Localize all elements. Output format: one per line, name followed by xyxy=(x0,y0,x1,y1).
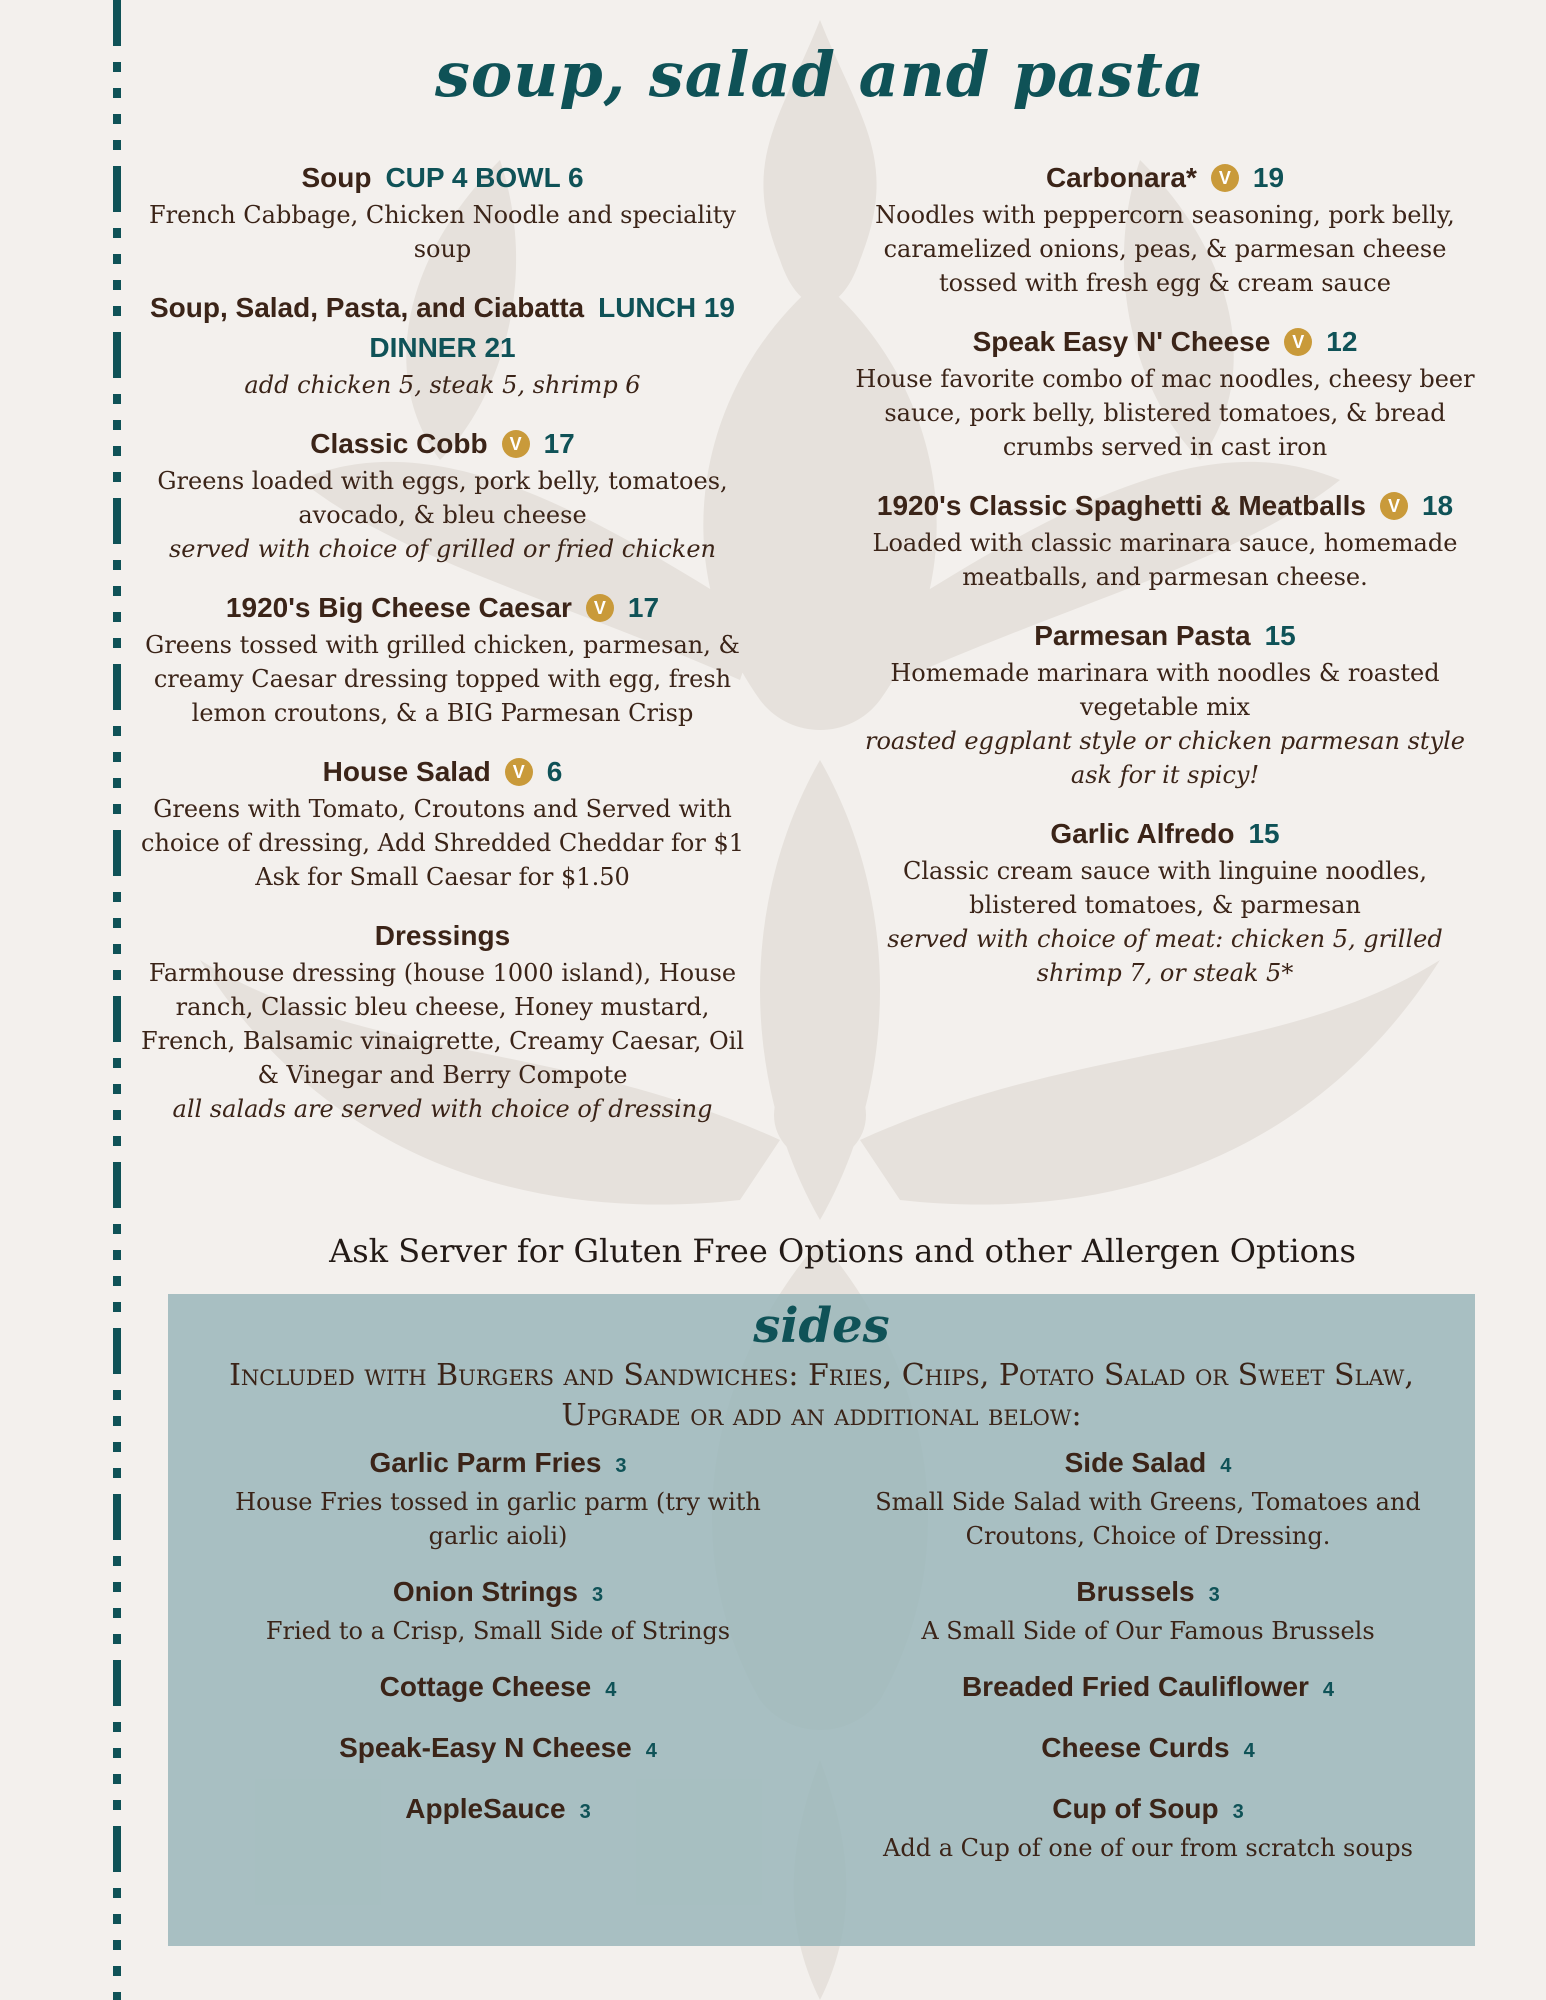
menu-item xyxy=(855,616,1475,792)
menu-item xyxy=(140,288,745,402)
menu-item-description: Classic cream sauce with linguine noodles, blistered tomatoes, & parmesan xyxy=(903,857,1427,919)
menu-item-header xyxy=(140,424,745,464)
side-item-header xyxy=(848,1668,1448,1709)
menu-item-name: Garlic Alfredo xyxy=(1050,818,1235,849)
menu-item-name: 1920's Big Cheese Caesar xyxy=(225,592,572,623)
side-item-name: Brussels xyxy=(1076,1576,1195,1607)
menu-item-description: Farmhouse dressing (house 1000 island), House ranch, Classic bleu cheese, Honey mustard, French, Balsamic vinaigrette, Creamy Caesar, Oil & Vinegar and Berry Compote xyxy=(140,959,745,1089)
left-menu-column xyxy=(140,158,745,1148)
side-item-name: Cheese Curds xyxy=(1041,1732,1230,1763)
side-item xyxy=(848,1668,1448,1709)
side-item-price: 3 xyxy=(615,1455,627,1477)
menu-item-name: Parmesan Pasta xyxy=(1034,620,1251,651)
side-item-name: Breaded Fried Cauliflower xyxy=(961,1671,1309,1702)
side-item-price: 3 xyxy=(1208,1584,1220,1606)
allergen-note: Ask Server for Gluten Free Options and other Allergen Options xyxy=(329,1232,1356,1270)
menu-item-name: House Salad xyxy=(322,756,491,787)
side-item xyxy=(198,1729,798,1770)
right-menu-column xyxy=(855,158,1475,1012)
side-item-header xyxy=(198,1668,798,1709)
menu-item-description: Greens tossed with grilled chicken, parmesan, & creamy Caesar dressing topped with egg, fresh lemon croutons, & a BIG Parmesan Crisp xyxy=(145,631,740,727)
vegetarian-badge-icon: V xyxy=(505,758,533,786)
sides-title: sides xyxy=(753,1298,890,1354)
side-item-header xyxy=(198,1790,798,1831)
menu-item-header xyxy=(855,322,1475,362)
side-item-price: 3 xyxy=(1232,1801,1244,1823)
sides-section xyxy=(168,1294,1475,1946)
vegetarian-badge-icon: V xyxy=(586,594,614,622)
side-item xyxy=(848,1444,1448,1553)
side-item-header xyxy=(198,1444,798,1485)
side-item-price: 4 xyxy=(605,1679,617,1701)
menu-item-name: Soup xyxy=(301,162,372,193)
menu-item-price: 17 xyxy=(627,592,660,623)
side-item-header xyxy=(848,1729,1448,1770)
menu-item-note: ask for it spicy! xyxy=(1070,761,1260,789)
vegetarian-badge-icon: V xyxy=(1284,328,1312,356)
menu-item xyxy=(855,322,1475,464)
menu-item-name: Dressings xyxy=(374,920,511,951)
menu-item-note: roasted eggplant style or chicken parmesan style xyxy=(864,727,1466,755)
side-item-name: Cup of Soup xyxy=(1052,1793,1219,1824)
side-item-header xyxy=(848,1444,1448,1485)
menu-item-description: Loaded with classic marinara sauce, homemade meatballs, and parmesan cheese. xyxy=(872,529,1458,591)
side-item xyxy=(198,1790,798,1831)
sides-left-column xyxy=(198,1444,798,1851)
side-item xyxy=(198,1668,798,1709)
menu-item-price: 6 xyxy=(546,756,563,787)
menu-item-header xyxy=(855,486,1475,526)
menu-item-header xyxy=(140,288,745,368)
sides-right-column xyxy=(848,1444,1448,1885)
side-item-description: A Small Side of Our Famous Brussels xyxy=(921,1617,1375,1645)
menu-item xyxy=(855,486,1475,594)
menu-item-name: Soup, Salad, Pasta, and Ciabatta xyxy=(149,292,585,323)
vegetarian-badge-icon: V xyxy=(1380,492,1408,520)
menu-item xyxy=(140,158,745,266)
side-item xyxy=(848,1729,1448,1770)
menu-item-name: 1920's Classic Spaghetti & Meatballs xyxy=(876,490,1366,521)
menu-item-price: 18 xyxy=(1421,490,1454,521)
menu-item-name: Carbonara* xyxy=(1045,162,1197,193)
side-item-price: 3 xyxy=(579,1801,591,1823)
menu-item-price: 12 xyxy=(1326,326,1358,357)
side-item-name: Garlic Parm Fries xyxy=(369,1447,602,1478)
menu-item-description: Homemade marinara with noodles & roasted vegetable mix xyxy=(890,659,1440,721)
menu-item-header xyxy=(855,814,1475,854)
side-item-description: Small Side Salad with Greens, Tomatoes and Croutons, Choice of Dressing. xyxy=(875,1488,1421,1550)
side-item-header xyxy=(848,1790,1448,1831)
side-item-header xyxy=(848,1573,1448,1614)
side-item-description: House Fries tossed in garlic parm (try with garlic aioli) xyxy=(235,1488,761,1550)
side-item-description: Fried to a Crisp, Small Side of Strings xyxy=(265,1617,731,1645)
menu-item-price: 19 xyxy=(1252,162,1285,193)
menu-item-header xyxy=(140,916,745,956)
vegetarian-badge-icon: V xyxy=(502,430,530,458)
side-item xyxy=(198,1444,798,1553)
menu-item xyxy=(140,588,745,730)
sides-intro: Included with Burgers and Sandwiches: Fries, Chips, Potato Salad or Sweet Slaw, Upgrade or add an additional below: xyxy=(229,1358,1414,1433)
side-item-name: Side Salad xyxy=(1064,1447,1207,1478)
side-item-price: 4 xyxy=(1322,1679,1335,1701)
menu-item-description: Greens with Tomato, Croutons and Served with choice of dressing, Add Shredded Cheddar for $1 Ask for Small Caesar for $1.50 xyxy=(141,795,744,891)
side-item-header xyxy=(198,1573,798,1614)
menu-item xyxy=(855,158,1475,300)
menu-item-header xyxy=(855,616,1475,656)
side-item-price: 3 xyxy=(591,1584,604,1606)
menu-item-note: all salads are served with choice of dressing xyxy=(172,1095,713,1123)
side-item-name: Cottage Cheese xyxy=(379,1671,592,1702)
menu-item xyxy=(140,752,745,894)
menu-item xyxy=(140,916,745,1126)
menu-item-price: CUP 4 BOWL 6 xyxy=(385,162,584,193)
menu-item-header xyxy=(140,588,745,628)
menu-item-price: LUNCH 19 DINNER 21 xyxy=(369,292,736,363)
menu-item-price: 15 xyxy=(1264,620,1296,651)
menu-item-note: served with choice of grilled or fried chicken xyxy=(168,535,716,563)
side-item-name: Speak-Easy N Cheese xyxy=(339,1732,632,1763)
vegetarian-badge-icon: V xyxy=(1211,164,1239,192)
side-item xyxy=(198,1573,798,1648)
menu-item-note: add chicken 5, steak 5, shrimp 6 xyxy=(244,371,641,399)
menu-item-price: 15 xyxy=(1248,818,1280,849)
menu-item-description: House favorite combo of mac noodles, cheesy beer sauce, pork belly, blistered tomatoes, & bread crumbs served in cast iron xyxy=(855,365,1475,461)
menu-item-note: served with choice of meat: chicken 5, grilled shrimp 7, or steak 5* xyxy=(887,925,1443,987)
menu-item-header xyxy=(855,158,1475,198)
side-item-price: 4 xyxy=(1220,1455,1232,1477)
page-title: soup, salad and pasta xyxy=(434,38,1206,111)
side-item xyxy=(848,1573,1448,1648)
menu-item-name: Classic Cobb xyxy=(310,428,488,459)
side-item-description: Add a Cup of one of our from scratch soups xyxy=(883,1834,1413,1862)
menu-item xyxy=(855,814,1475,990)
menu-item-price: 17 xyxy=(543,428,575,459)
side-item-header xyxy=(198,1729,798,1770)
side-item-price: 4 xyxy=(1243,1740,1255,1762)
side-item-price: 4 xyxy=(645,1740,657,1762)
menu-item xyxy=(140,424,745,566)
menu-item-name: Speak Easy N' Cheese xyxy=(972,326,1271,357)
menu-item-description: Greens loaded with eggs, pork belly, tomatoes, avocado, & bleu cheese xyxy=(157,467,728,529)
menu-item-header xyxy=(140,752,745,792)
menu-item-description: French Cabbage, Chicken Noodle and speciality soup xyxy=(148,201,736,263)
menu-item-description: Noodles with peppercorn seasoning, pork belly, caramelized onions, peas, & parmesan cheese tossed with fresh egg & cream sauce xyxy=(875,201,1455,297)
side-item-name: Onion Strings xyxy=(392,1576,578,1607)
side-item-name: AppleSauce xyxy=(405,1793,566,1824)
menu-item-header xyxy=(140,158,745,198)
side-item xyxy=(848,1790,1448,1865)
